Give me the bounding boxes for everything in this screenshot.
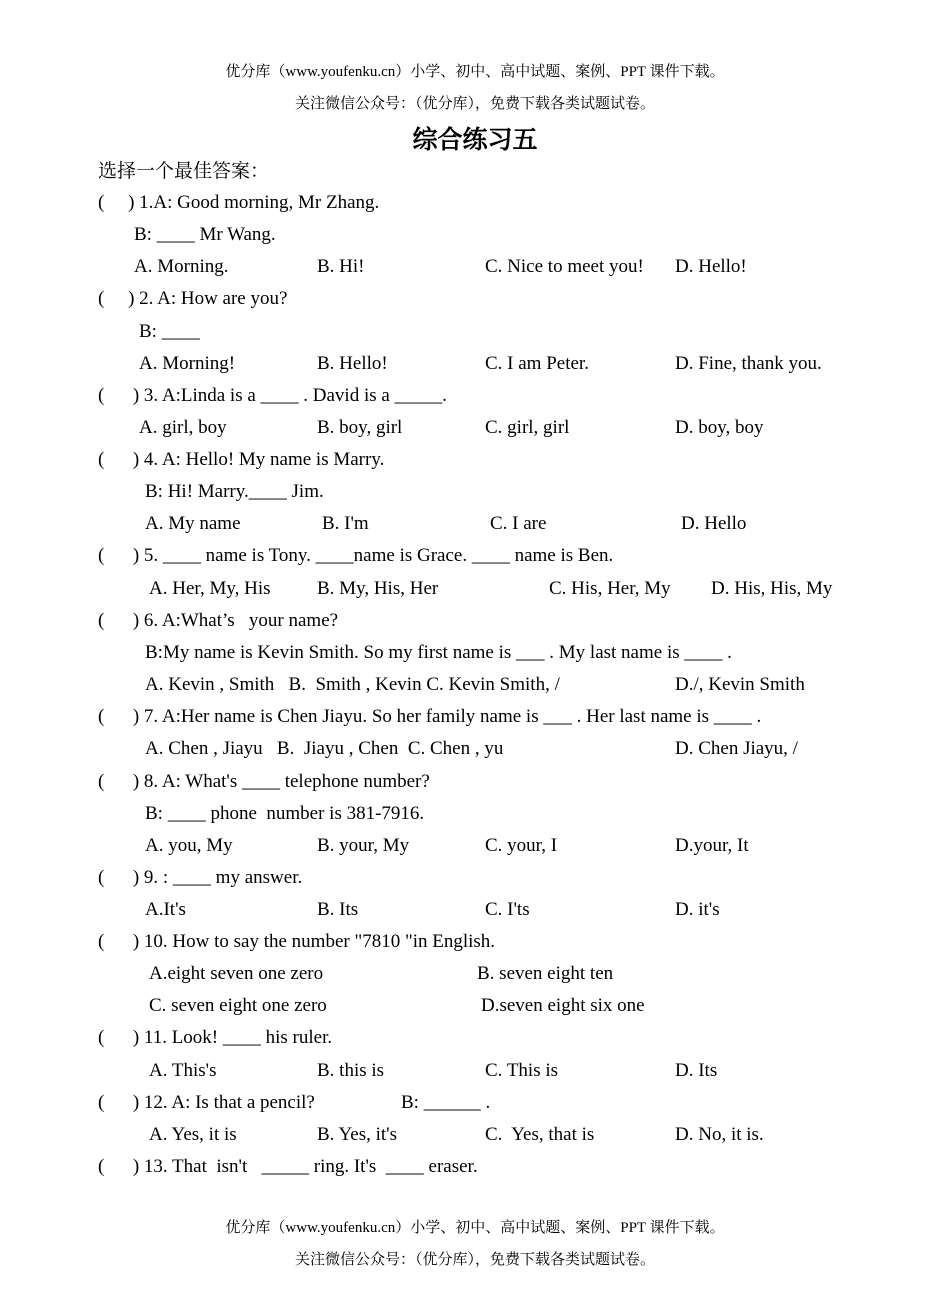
- q10-option-d: D.seven eight six one: [481, 995, 645, 1016]
- q4-option-c: C. I are: [490, 513, 547, 534]
- question-2-reply: B: ____: [139, 321, 200, 342]
- question-3: ( ) 3. A:Linda is a ____ . David is a _____.: [98, 385, 447, 406]
- question-4: ( ) 4. A: Hello! My name is Marry.: [98, 449, 385, 470]
- question-6: ( ) 6. A:What’s your name?: [98, 610, 339, 631]
- q2-option-d: D. Fine, thank you.: [675, 353, 822, 374]
- footer-line-1: 优分库（www.youfenku.cn）小学、初中、高中试题、案例、PPT 课件下载。: [225, 1220, 725, 1236]
- q8-option-d: D.your, It: [675, 835, 749, 856]
- question-13: ( ) 13. That isn't _____ ring. It's ____ eraser.: [98, 1156, 478, 1177]
- question-4-reply: B: Hi! Marry.____ Jim.: [145, 481, 324, 502]
- q3-option-d: D. boy, boy: [675, 417, 764, 438]
- q4-option-a: A. My name: [145, 513, 241, 534]
- q8-option-a: A. you, My: [145, 835, 233, 856]
- q3-option-a: A. girl, boy: [139, 417, 227, 438]
- q10-option-a: A.eight seven one zero: [149, 963, 324, 984]
- q2-option-a: A. Morning!: [139, 353, 236, 374]
- q5-option-c: C. His, Her, My: [549, 578, 671, 599]
- question-1: ( ) 1.A: Good morning, Mr Zhang.: [98, 192, 380, 213]
- question-10: ( ) 10. How to say the number "7810 "in English.: [98, 931, 496, 952]
- q8-option-b: B. your, My: [317, 835, 410, 856]
- q1-option-b: B. Hi!: [317, 256, 365, 277]
- question-7: ( ) 7. A:Her name is Chen Jiayu. So her family name is ___ . Her last name is ____ .: [98, 706, 762, 727]
- q11-option-b: B. this is: [317, 1060, 385, 1081]
- question-6-reply: B:My name is Kevin Smith. So my first name is ___ . My last name is ____ .: [145, 642, 732, 663]
- q1-option-c: C. Nice to meet you!: [485, 256, 644, 277]
- q1-option-d: D. Hello!: [675, 256, 747, 277]
- instruction: 选择一个最佳答案：: [98, 161, 270, 182]
- q12-option-c: C. Yes, that is: [485, 1124, 595, 1145]
- q10-option-b: B. seven eight ten: [477, 963, 614, 984]
- q7-option-d: D. Chen Jiayu, /: [675, 738, 798, 759]
- q3-option-c: C. girl, girl: [485, 417, 570, 438]
- q1-option-a: A. Morning.: [134, 256, 229, 277]
- page-title: 综合练习五: [412, 127, 538, 154]
- q9-option-a: A.It's: [145, 899, 186, 920]
- q11-option-d: D. Its: [675, 1060, 718, 1081]
- q5-option-a: A. Her, My, His: [149, 578, 271, 599]
- q6-options-abc: A. Kevin , Smith B. Smith , Kevin C. Kevin Smith, /: [145, 674, 560, 695]
- q7-options-abc: A. Chen , Jiayu B. Jiayu , Chen C. Chen , yu: [145, 738, 504, 759]
- question-8-reply: B: ____ phone number is 381-7916.: [145, 803, 425, 824]
- question-2: ( ) 2. A: How are you?: [98, 288, 288, 309]
- q5-option-d: D. His, His, My: [711, 578, 833, 599]
- q12-option-a: A. Yes, it is: [149, 1124, 237, 1145]
- header-line-1: 优分库（www.youfenku.cn）小学、初中、高中试题、案例、PPT 课件下载。: [225, 64, 725, 80]
- question-12: ( ) 12. A: Is that a pencil?: [98, 1092, 315, 1113]
- q2-option-b: B. Hello!: [317, 353, 388, 374]
- question-5: ( ) 5. ____ name is Tony. ____name is Grace. ____ name is Ben.: [98, 545, 614, 566]
- q3-option-b: B. boy, girl: [317, 417, 403, 438]
- q11-option-c: C. This is: [485, 1060, 559, 1081]
- question-12-reply: B: ______ .: [401, 1092, 491, 1113]
- q5-option-b: B. My, His, Her: [317, 578, 439, 599]
- q12-option-b: B. Yes, it's: [317, 1124, 397, 1145]
- q9-option-d: D. it's: [675, 899, 720, 920]
- q4-option-d: D. Hello: [681, 513, 747, 534]
- footer-line-2: 关注微信公众号：（优分库），免费下载各类试题试卷。: [294, 1252, 655, 1268]
- q4-option-b: B. I'm: [322, 513, 369, 534]
- question-9: ( ) 9. : ____ my answer.: [98, 867, 303, 888]
- question-11: ( ) 11. Look! ____ his ruler.: [98, 1027, 333, 1048]
- q10-option-c: C. seven eight one zero: [149, 995, 327, 1016]
- header-line-2: 关注微信公众号：（优分库），免费下载各类试题试卷。: [294, 96, 655, 112]
- q12-option-d: D. No, it is.: [675, 1124, 764, 1145]
- q9-option-c: C. I'ts: [485, 899, 530, 920]
- question-1-reply: B: ____ Mr Wang.: [134, 224, 276, 245]
- question-8: ( ) 8. A: What's ____ telephone number?: [98, 771, 430, 792]
- q6-option-d: D./, Kevin Smith: [675, 674, 805, 695]
- q9-option-b: B. Its: [317, 899, 359, 920]
- q2-option-c: C. I am Peter.: [485, 353, 589, 374]
- q11-option-a: A. This's: [149, 1060, 217, 1081]
- q8-option-c: C. your, I: [485, 835, 558, 856]
